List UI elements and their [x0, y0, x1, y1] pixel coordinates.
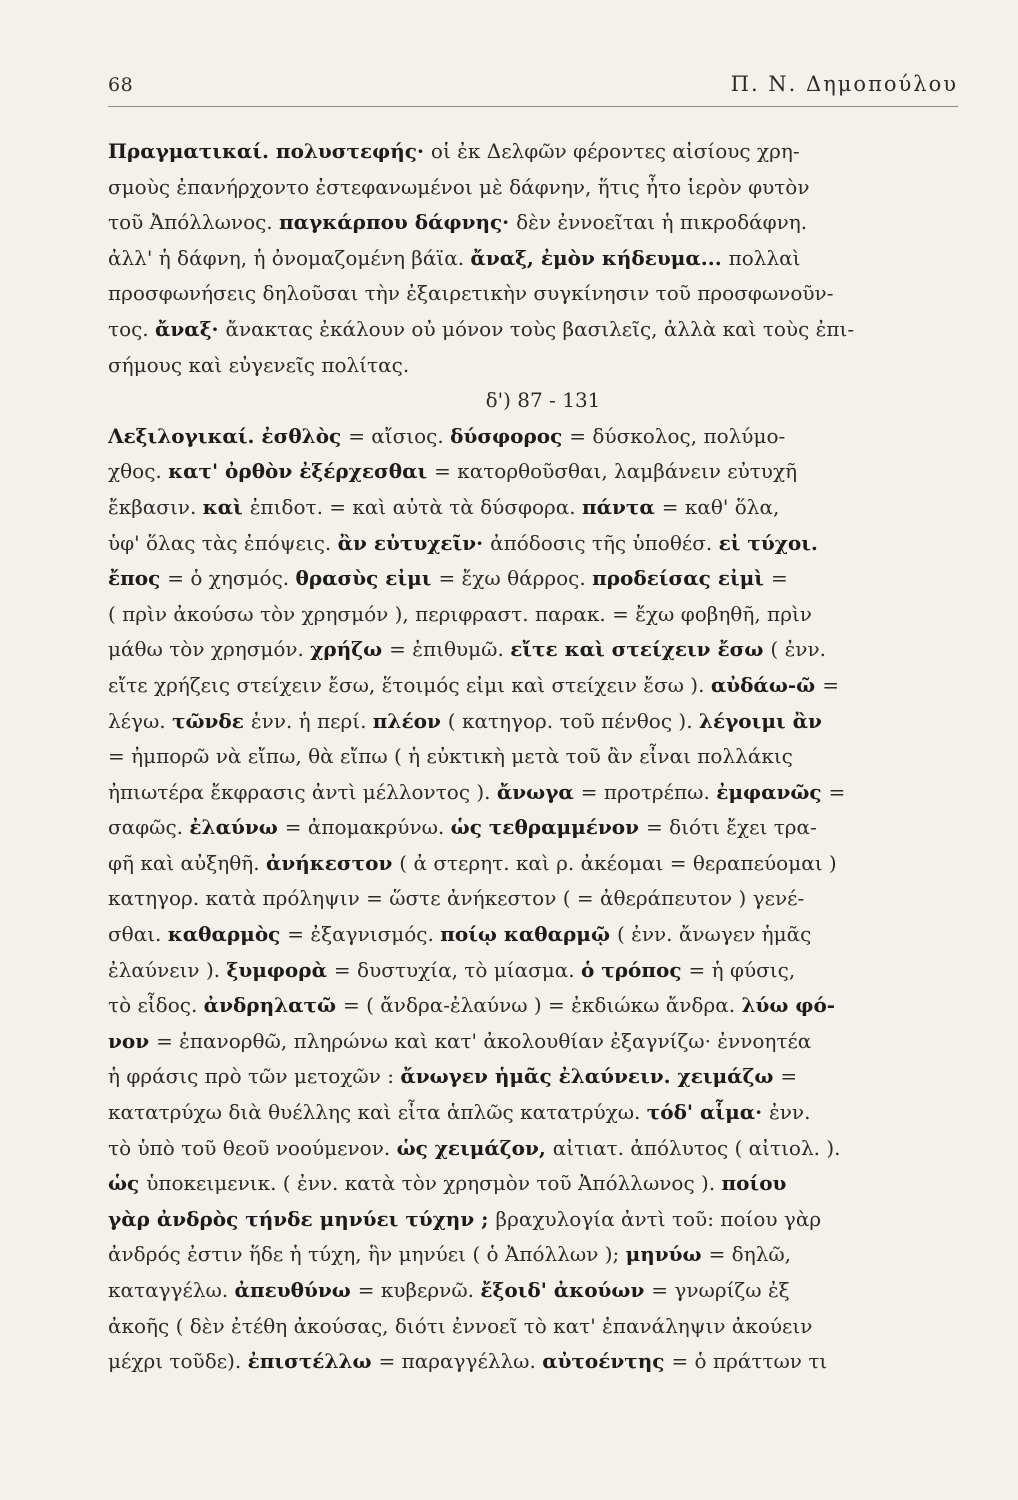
gloss-text: λέγω.: [108, 708, 173, 733]
gloss-text: = ἀπομακρύνω.: [284, 815, 451, 840]
gloss-text: = ἔχω θάρρος.: [438, 566, 593, 591]
gloss-text: ἠπιωτέρα ἔκφρασις ἀντὶ μέλλοντος ).: [108, 779, 497, 804]
gloss-text: φῆ καὶ αὐξηθῆ.: [108, 850, 266, 875]
gloss-text: ( πρὶν ἀκούσω τὸν χρησμόν ), περιφραστ. παρακ. = ἔχω φοβηθῆ, πρὶν: [108, 601, 812, 626]
gloss-text: τοῦ Ἀπόλλωνος.: [108, 210, 280, 235]
gloss-text: ἡ φράσις πρὸ τῶν μετοχῶν :: [108, 1064, 401, 1089]
gloss-text: =: [822, 672, 839, 697]
lemma-term: Πραγματικαί. πολυστεφής·: [108, 139, 431, 163]
lemma-term: καθαρμὸς: [167, 922, 288, 947]
gloss-text: ( ἀ στερητ. καὶ ρ. ἀκέομαι = θεραπεύομαι ): [399, 850, 837, 875]
lemma-term: ἐλαύνω: [189, 815, 285, 840]
gloss-text: = δύσκολος, πολύμο-: [569, 423, 786, 448]
lemma-term: ἄναξ·: [155, 316, 226, 341]
lemma-term: τῶνδε: [172, 708, 251, 733]
gloss-text: = κατορθοῦσθαι, λαμβάνειν εὐτυχῆ: [434, 459, 798, 484]
gloss-text: ἐπιδοτ. = καὶ αὐτὰ τὰ δύσφορα.: [249, 494, 582, 519]
lemma-term: λέγοιμι ἂν: [698, 708, 822, 733]
lemma-term: ἄναξ, ἐμὸν κήδευμα...: [470, 245, 729, 270]
gloss-text: = αἴσιος.: [348, 423, 451, 448]
gloss-text: τὸ εἶδος.: [108, 993, 204, 1018]
gloss-text: μάθω τὸν χρησμόν.: [108, 637, 311, 662]
gloss-text: = δυστυχία, τὸ μίασμα.: [333, 957, 581, 982]
lemma-term: αὐτοέντης: [542, 1349, 672, 1374]
lemma-term: λύω φό-: [741, 993, 836, 1018]
lemma-term: εἰ τύχοι.: [718, 530, 818, 555]
text-line: [108, 597, 958, 633]
gloss-text: =: [780, 1064, 798, 1089]
gloss-text: = διότι ἔχει τρα-: [645, 815, 817, 840]
text-line: [108, 348, 958, 384]
gloss-text: = δηλῶ,: [708, 1242, 792, 1267]
text-line: [108, 1237, 958, 1273]
lemma-term: πάντα: [582, 494, 662, 519]
gloss-text: ἐνν.: [769, 1100, 811, 1125]
gloss-text: καταγγέλω.: [108, 1278, 235, 1302]
text-line: [108, 668, 958, 704]
gloss-text: = γνωρίζω ἐξ: [651, 1278, 790, 1302]
text-line: [108, 205, 958, 241]
section-title: δ') 87 - 131: [485, 388, 601, 413]
gloss-text: = ὁ πράττων τι: [671, 1349, 828, 1374]
lemma-term: ὡς τεθραμμένον: [450, 815, 646, 840]
text-line: [108, 419, 958, 455]
lemma-term: γὰρ ἀνδρὸς τήνδε μηνύει τύχην ;: [108, 1206, 496, 1231]
gloss-text: δὲν ἐννοεῖται ἡ πικροδάφνη.: [516, 210, 808, 235]
lemma-term: κατ' ὀρθὸν ἐξέρχεσθαι: [168, 459, 435, 484]
paragraph-lexilogikai: [108, 419, 958, 1380]
gloss-text: = καθ' ὅλα,: [661, 494, 780, 519]
gloss-text: κατατρύχω διὰ θυέλλης καὶ εἶτα ἁπλῶς κατατρύχω.: [108, 1100, 647, 1125]
gloss-text: = κυβερνῶ.: [357, 1278, 481, 1302]
lemma-term: παγκάρπου δάφνης·: [279, 210, 517, 235]
gloss-text: ἀκοῆς ( δὲν ἐτέθη ἀκούσας, διότι ἐννοεῖ τὸ κατ' ἐπανάληψιν ἀκούειν: [108, 1313, 813, 1338]
lemma-term: ἀνδρηλατῶ: [203, 993, 343, 1018]
text-line: [108, 917, 958, 953]
gloss-text: σήμους καὶ εὐγενεῖς πολίτας.: [108, 352, 410, 377]
gloss-text: = ἐξαγνισμός.: [287, 922, 441, 947]
gloss-text: = ( ἄνδρα-ἐλαύνω ) = ἐκδιώκω ἄνδρα.: [343, 993, 742, 1018]
text-line: [108, 490, 958, 526]
text-line: [108, 704, 958, 740]
gloss-text: ἄνακτας ἐκάλουν οὐ μόνον τοὺς βασιλεῖς, ἀλλὰ καὶ τοὺς ἐπι-: [225, 316, 855, 341]
lemma-term: ἂν εὐτυχεῖν·: [337, 530, 491, 555]
lemma-term: ἄνωγα: [496, 779, 581, 804]
text-line: [108, 1309, 958, 1345]
text-line: [108, 1059, 958, 1095]
gloss-text: οἱ ἐκ Δελφῶν φέροντες αἰσίους χρη-: [430, 139, 800, 163]
page-header: [108, 64, 958, 104]
text-line: [108, 1273, 958, 1309]
lemma-term: Λεξιλογικαί. ἐσθλὸς: [108, 423, 349, 448]
lemma-term: ὡς: [108, 1171, 147, 1196]
gloss-text: χθος.: [108, 459, 169, 484]
gloss-text: ἀπόδοσις τῆς ὑποθέσ.: [490, 530, 719, 555]
text-line: [108, 312, 958, 348]
gloss-text: ( κατηγορ. τοῦ πένθος ).: [447, 708, 699, 733]
gloss-text: εἴτε χρήζεις στείχειν ἔσω, ἕτοιμός εἰμι καὶ στείχειν ἔσω ).: [108, 672, 711, 697]
lemma-term: ἀπευθύνω: [234, 1278, 358, 1302]
text-line: [108, 241, 958, 277]
text-line: [108, 1344, 958, 1380]
gloss-text: = ἠμπορῶ νὰ εἴπω, θὰ εἴπω ( ἡ εὐκτικὴ μετὰ τοῦ ἂν εἶναι πολλάκις: [108, 744, 793, 769]
lemma-term: εἴτε καὶ στείχειν ἔσω: [510, 637, 771, 662]
gloss-text: σμοὺς ἐπανήρχοντο ἐστεφανωμένοι μὲ δάφνην, ἥτις ἦτο ἱερὸν φυτὸν: [108, 174, 810, 199]
lemma-term: ἄνωγεν ἡμᾶς ἐλαύνειν. χειμάζω: [400, 1064, 781, 1089]
gloss-text: ἐλαύνειν ).: [108, 957, 227, 982]
commentary-body: [108, 134, 958, 1380]
lemma-term: ξυμφορὰ: [226, 957, 334, 982]
text-line: [108, 170, 958, 206]
gloss-text: = ἐπιθυμῶ.: [389, 637, 511, 662]
gloss-text: κατηγορ. κατὰ πρόληψιν = ὥστε ἀνήκεστον ( = ἀθεράπευτον ) γενέ-: [108, 886, 805, 911]
text-line: [108, 134, 958, 170]
gloss-text: ὑφ' ὅλας τὰς ἐπόψεις.: [108, 530, 338, 555]
gloss-text: σαφῶς.: [108, 815, 190, 840]
text-line: [108, 739, 958, 775]
text-line: [108, 846, 958, 882]
gloss-text: ἔκβασιν.: [108, 494, 203, 519]
gloss-text: = παραγγέλλω.: [378, 1349, 543, 1374]
text-line: [108, 1202, 958, 1238]
lemma-term: ἀνήκεστον: [265, 850, 400, 875]
text-line: [108, 1095, 958, 1131]
text-line: [108, 775, 958, 811]
text-line: [108, 632, 958, 668]
lemma-term: δύσφορος: [450, 423, 570, 448]
gloss-text: ( ἐνν.: [770, 637, 826, 662]
gloss-text: = ἐπανορθῶ, πληρώνω καὶ κατ' ἀκολουθίαν ἐξαγνίζω· ἐννοητέα: [156, 1028, 812, 1053]
paragraph-pragmatikai: [108, 134, 958, 383]
gloss-text: = ἡ φύσις,: [688, 957, 796, 982]
lemma-term: ὁ τρόπος: [580, 957, 689, 982]
lemma-term: θρασὺς εἰμι: [295, 566, 439, 591]
lemma-term: καὶ: [202, 494, 250, 519]
lemma-term: νον: [108, 1028, 157, 1053]
text-line: [108, 988, 958, 1024]
lemma-term: μηνύω: [625, 1242, 709, 1267]
lemma-term: πλέον: [372, 708, 448, 733]
text-line: [108, 561, 958, 597]
text-line: [108, 526, 958, 562]
gloss-text: ἐνν. ἡ περί.: [250, 708, 373, 733]
text-line: [108, 1166, 958, 1202]
lemma-term: τόδ' αἷμα·: [646, 1100, 770, 1125]
text-line: [108, 454, 958, 490]
lemma-term: ὡς χειμάζον,: [396, 1135, 553, 1160]
lemma-term: ποίου: [721, 1171, 787, 1196]
gloss-text: βραχυλογία ἀντὶ τοῦ: ποίου γὰρ: [495, 1206, 822, 1231]
text-line: [108, 1024, 958, 1060]
gloss-text: πολλαὶ: [728, 245, 801, 270]
gloss-text: μέχρι τοῦδε).: [108, 1349, 248, 1374]
gloss-text: ( ἐνν. ἄνωγεν ἡμᾶς: [616, 922, 812, 947]
gloss-text: =: [770, 566, 788, 591]
gloss-text: σθαι.: [108, 922, 168, 947]
header-rule: [108, 106, 958, 107]
gloss-text: =: [828, 779, 846, 804]
gloss-text: ὑποκειμενικ. ( ἐνν. κατὰ τὸν χρησμὸν τοῦ Ἀπόλλωνος ).: [146, 1171, 722, 1196]
lemma-term: ἔξοιδ' ἀκούων: [480, 1278, 652, 1302]
page-number: 68: [108, 74, 134, 96]
lemma-term: χρήζω: [310, 637, 390, 662]
text-line: [108, 953, 958, 989]
lemma-term: ποίῳ καθαρμῷ: [440, 922, 617, 947]
gloss-text: = προτρέπω.: [580, 779, 717, 804]
gloss-text: τος.: [108, 316, 156, 341]
lemma-term: ἔπος: [108, 566, 168, 591]
text-line: [108, 276, 958, 312]
gloss-text: = ὁ χησμός.: [167, 566, 296, 591]
lemma-term: αὐδάω-ῶ: [710, 672, 823, 697]
gloss-text: τὸ ὑπὸ τοῦ θεοῦ νοούμενον.: [108, 1135, 397, 1160]
lemma-term: ἐπιστέλλω: [247, 1349, 379, 1374]
gloss-text: ἀνδρός ἐστιν ἥδε ἡ τύχη, ἣν μηνύει ( ὁ Ἀπόλλων );: [108, 1242, 626, 1267]
text-line: [108, 810, 958, 846]
gloss-text: ἀλλ' ἡ δάφνη, ἡ ὀνομαζομένη βάϊα.: [108, 245, 471, 270]
text-line: [108, 881, 958, 917]
lemma-term: ἐμφανῶς: [716, 779, 829, 804]
lemma-term: προδείσας εἰμὶ: [592, 566, 771, 591]
text-line: [108, 1131, 958, 1167]
gloss-text: αἰτιατ. ἀπόλυτος ( αἰτιολ. ).: [552, 1135, 841, 1160]
running-head: Π. Ν. Δημοπούλου: [730, 72, 958, 96]
gloss-text: προσφωνήσεις δηλοῦσαι τὴν ἐξαιρετικὴν συγκίνησιν τοῦ προσφωνοῦν-: [108, 281, 834, 306]
